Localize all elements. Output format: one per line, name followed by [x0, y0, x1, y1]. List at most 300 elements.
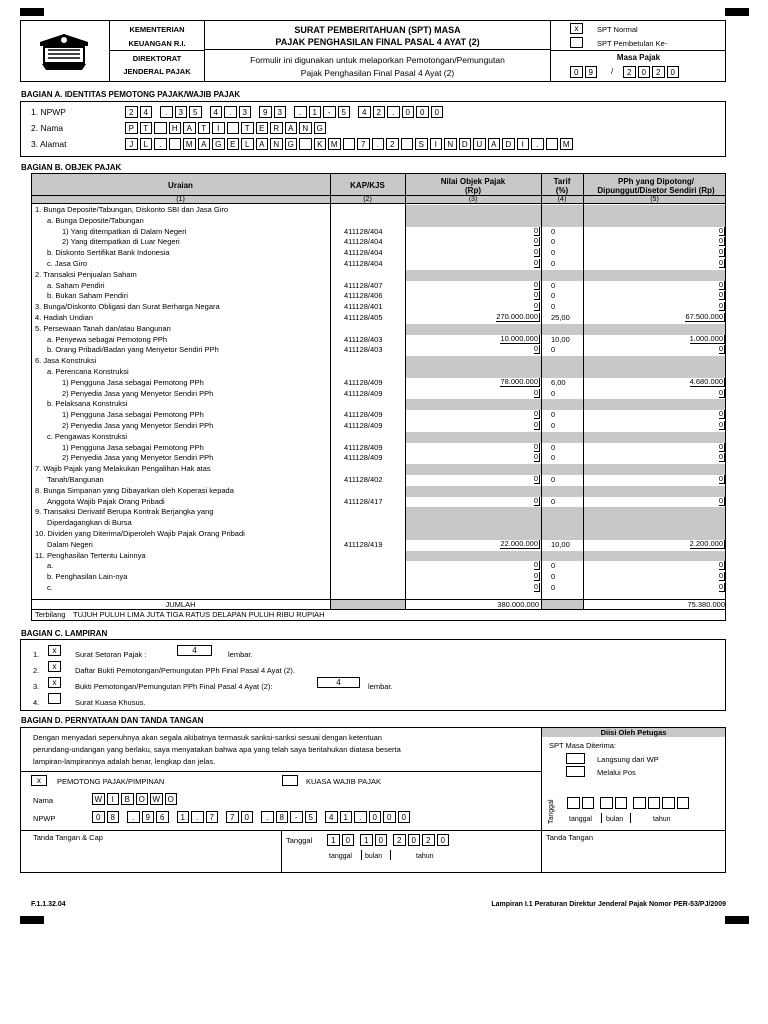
- char-cell: A: [198, 138, 211, 150]
- uraian-cell: 1) Pengguna Jasa sebagai Pemotong PPh: [62, 442, 204, 452]
- char-cell: [546, 138, 559, 150]
- char-cell: [154, 122, 167, 134]
- char-cell: [299, 138, 312, 150]
- table-row: [0, 291, 768, 302]
- nilai-cell[interactable]: 0: [533, 420, 538, 429]
- char-cell: O: [136, 793, 149, 805]
- spt-normal-label: SPT Normal: [597, 25, 638, 34]
- uraian-cell: 2) Yang ditempatkan di Luar Negeri: [62, 237, 180, 247]
- lampiran-checkbox-kuasa[interactable]: [48, 693, 61, 704]
- table-row: [0, 237, 768, 248]
- char-cell: O: [165, 793, 178, 805]
- uraian-cell: 8. Bunga Simpanan yang Dibayarkan oleh Koperasi kepada: [35, 485, 234, 495]
- uraian-cell: 5. Persewaan Tanah dan/atau Bangunan: [35, 323, 171, 333]
- npwp-label: 1. NPWP: [31, 107, 66, 117]
- uraian-cell: a. Bunga Deposite/Tabungan: [47, 215, 144, 225]
- char-cell: 2: [125, 106, 138, 118]
- char-cell: .: [294, 106, 307, 118]
- char-cell: 2: [373, 106, 386, 118]
- kap-cell: 411128/409: [344, 410, 383, 420]
- registration-mark: [20, 8, 44, 16]
- char-cell: R: [270, 122, 283, 134]
- kap-cell: 411128/401: [344, 302, 383, 312]
- table-row: [0, 356, 768, 367]
- table-row: [0, 507, 768, 518]
- uraian-cell: 1) Yang ditempatkan di Dalam Negeri: [62, 226, 187, 236]
- lampiran-checkbox-bukti[interactable]: x: [48, 677, 61, 688]
- registration-mark: [20, 916, 44, 924]
- uraian-cell: a.: [47, 561, 54, 571]
- regulation-reference: Lampiran I.1 Peraturan Direktur Jenderal Pajak Nomor PER-53/PJ/2009: [491, 901, 726, 908]
- col-number: (5): [650, 196, 659, 203]
- form-description: Pajak Penghasilan Final Pasal 4 Ayat (2): [300, 68, 455, 78]
- section-c-title: BAGIAN C. LAMPIRAN: [21, 629, 108, 638]
- table-row: [0, 389, 768, 400]
- section-b-title: BAGIAN B. OBJEK PAJAK: [21, 163, 122, 172]
- tanggal-vertical-label: Tanggal: [548, 799, 555, 824]
- lampiran-no: 2.: [33, 666, 40, 675]
- kuasa-checkbox[interactable]: [282, 775, 298, 786]
- pph-cell[interactable]: 2.200.000: [689, 538, 723, 548]
- uraian-cell: c. Jasa Giro: [47, 259, 88, 268]
- petugas-ttd-label: Tanda Tangan: [546, 833, 593, 842]
- char-cell: .: [261, 811, 274, 823]
- tarif-cell[interactable]: 0: [551, 237, 556, 247]
- lampiran-checkbox-ssp[interactable]: x: [48, 645, 61, 656]
- char-cell: 3: [175, 106, 188, 118]
- char-cell: .: [127, 811, 140, 823]
- table-row: [0, 270, 768, 281]
- table-row: [0, 443, 768, 454]
- lampiran-label: Daftar Bukti Pemotongan/Pemungutan PPh Final Pasal 4 Ayat (2).: [75, 666, 295, 675]
- kap-cell: 411128/404: [344, 226, 383, 236]
- char-cell: N: [270, 138, 283, 150]
- pph-cell[interactable]: 4.680.000: [689, 376, 723, 386]
- table-row: [0, 551, 768, 562]
- kap-cell: 411128/404: [344, 237, 383, 247]
- char-cell: 4: [325, 811, 338, 823]
- char-cell: T: [198, 122, 211, 134]
- registration-mark: [725, 8, 749, 16]
- tarif-cell[interactable]: 0: [551, 421, 556, 430]
- col-header-nilai: Nilai Objek Pajak (Rp): [440, 177, 506, 195]
- pos-label: Melalui Pos: [597, 768, 636, 777]
- nilai-cell[interactable]: 0: [533, 495, 538, 505]
- pph-cell[interactable]: 0: [718, 409, 723, 419]
- npwp-field[interactable]: [125, 106, 445, 118]
- pph-cell[interactable]: 0: [718, 571, 723, 581]
- nama-ttd-field[interactable]: [92, 793, 179, 805]
- char-cell: 0: [416, 106, 429, 118]
- tarif-cell[interactable]: 0: [551, 572, 556, 582]
- kap-cell: 411128/407: [344, 280, 383, 290]
- tarif-cell[interactable]: 0: [551, 410, 556, 420]
- uraian-cell: a. Penyewa sebagai Pemotong PPh: [47, 334, 168, 344]
- petugas-tanggal-field[interactable]: [567, 797, 691, 809]
- uraian-cell: b. Bukan Saham Pendiri: [47, 291, 128, 301]
- kap-cell: 411128/409: [344, 442, 383, 452]
- tarif-cell[interactable]: 0: [551, 345, 556, 355]
- ssp-count-field[interactable]: 4: [177, 645, 212, 656]
- char-cell: D: [459, 138, 472, 150]
- char-cell: 4: [358, 106, 371, 118]
- char-cell: 0: [398, 811, 411, 823]
- statement-text: perundang-undangan yang berlaku, saya menyatakan bahwa apa yang telah saya beritahukan diatasa beserta: [33, 745, 401, 754]
- pph-cell[interactable]: 1.000.000: [689, 333, 723, 343]
- spt-normal-checkbox[interactable]: x: [570, 23, 583, 34]
- char-cell: D: [502, 138, 515, 150]
- table-row: [0, 410, 768, 421]
- nilai-cell[interactable]: 0: [533, 409, 538, 419]
- nilai-cell[interactable]: 0: [533, 387, 538, 397]
- char-cell: A: [183, 122, 196, 134]
- statement-text: lampiran-lampirannya adalah benar, lengkap dan jelas.: [33, 757, 216, 766]
- nilai-cell[interactable]: 270.000.000: [496, 312, 538, 321]
- tarif-cell[interactable]: 0: [551, 583, 556, 592]
- nilai-cell[interactable]: 0: [533, 236, 538, 246]
- lampiran-label: Surat Kuasa Khusus.: [75, 698, 146, 707]
- lampiran-no: 4.: [33, 698, 40, 707]
- bukti-count-field[interactable]: 4: [317, 677, 360, 688]
- char-cell: 0: [431, 106, 444, 118]
- char-cell: W: [150, 793, 163, 805]
- char-cell: 1: [309, 106, 322, 118]
- lampiran-no: 1.: [33, 650, 40, 659]
- pph-cell[interactable]: 0: [718, 344, 723, 354]
- nama-field[interactable]: [125, 122, 328, 134]
- bulan-caption: bulan: [365, 853, 383, 860]
- statement-text: Dengan menyadari sepenuhnya akan segala akibatnya termasuk sanksi-sanksi sesuai dengan ketentuan: [33, 733, 382, 742]
- pph-cell[interactable]: 0: [718, 420, 723, 429]
- terbilang-value: TUJUH PULUH LIMA JUTA TIGA RATUS DELAPAN PULUH RIBU RUPIAH: [73, 610, 325, 619]
- table-row: [0, 248, 768, 259]
- nilai-cell[interactable]: 0: [533, 571, 538, 581]
- tanggal-field[interactable]: 1 0 1 0 2 0 2 0: [327, 834, 451, 846]
- char-cell: 0: [402, 106, 415, 118]
- char-cell: I: [107, 793, 120, 805]
- uraian-cell: 2. Transaksi Penjualan Saham: [35, 269, 137, 279]
- pph-cell[interactable]: 0: [718, 441, 723, 451]
- kuasa-label: KUASA WAJIB PAJAK: [306, 777, 382, 786]
- uraian-cell: b. Penghasilan Lain-nya: [47, 572, 128, 582]
- ttd-cap-label: Tanda Tangan & Cap: [33, 833, 103, 842]
- kap-cell: 411128/409: [344, 421, 383, 430]
- npwp-ttd-label: NPWP: [33, 814, 56, 823]
- char-cell: G: [212, 138, 225, 150]
- nilai-cell[interactable]: 0: [533, 452, 538, 462]
- lampiran-label: Bukti Pemotongan/Pemungutan PPh Final Pasal 4 Ayat (2):: [75, 682, 273, 691]
- uraian-cell: 2) Penyedia Jasa yang Menyetor Sendiri PPh: [62, 388, 214, 398]
- col-number: (1): [176, 196, 185, 203]
- pph-cell[interactable]: 0: [718, 247, 723, 257]
- uraian-cell: 6. Jasa Konstruksi: [35, 356, 97, 366]
- char-cell: 8: [276, 811, 289, 823]
- char-cell: .: [372, 138, 385, 150]
- char-cell: 7: [357, 138, 370, 150]
- pemotong-label: PEMOTONG PAJAK/PIMPINAN: [57, 777, 165, 786]
- jumlah-label: JUMLAH: [165, 600, 196, 609]
- char-cell: 7: [226, 811, 239, 823]
- pemotong-checkbox[interactable]: x: [31, 775, 47, 786]
- spt-diterima-label: SPT Masa Diterima:: [549, 741, 616, 750]
- terbilang-label: Terbilang: [35, 610, 66, 619]
- tarif-cell[interactable]: 0: [551, 388, 556, 398]
- kap-cell: 411128/403: [344, 345, 383, 355]
- char-cell: 8: [107, 811, 120, 823]
- char-cell: 6: [156, 811, 169, 823]
- lembar-label: lembar.: [368, 682, 393, 691]
- pph-cell[interactable]: 0: [718, 495, 723, 505]
- npwp-ttd-field[interactable]: [92, 811, 412, 823]
- pph-cell[interactable]: 0: [718, 225, 723, 235]
- char-cell: U: [473, 138, 486, 150]
- nilai-cell[interactable]: 78.000.000: [500, 376, 538, 386]
- nilai-cell[interactable]: 0: [533, 258, 538, 267]
- tarif-cell[interactable]: 25,00: [551, 313, 570, 322]
- pph-cell[interactable]: 0: [718, 258, 723, 267]
- char-cell: E: [227, 138, 240, 150]
- pph-cell[interactable]: 0: [718, 279, 723, 289]
- kap-cell: 411128/404: [344, 248, 383, 258]
- char-cell: 0: [369, 811, 382, 823]
- char-cell: A: [256, 138, 269, 150]
- form-title: SURAT PEMBERITAHUAN (SPT) MASA: [294, 25, 461, 35]
- kap-cell: 411128/405: [344, 313, 383, 322]
- char-cell: M: [560, 138, 573, 150]
- masa-field[interactable]: 0 9: [570, 66, 599, 78]
- table-row: [0, 453, 768, 464]
- char-cell: .: [154, 138, 167, 150]
- nilai-cell[interactable]: 0: [533, 560, 538, 570]
- kap-cell: 411128/404: [344, 259, 383, 268]
- section-d-title: BAGIAN D. PERNYATAAN DAN TANDA TANGAN: [21, 716, 204, 725]
- uraian-cell: c.: [47, 583, 53, 592]
- uraian-cell: b. Orang Pribadi/Badan yang Menyetor Sendiri PPh: [47, 345, 219, 355]
- tarif-cell[interactable]: 0: [551, 248, 556, 258]
- jumlah-pph: 75.380.000: [687, 600, 725, 609]
- tarif-cell[interactable]: 10,00: [551, 334, 570, 344]
- tanggal-label: Tanggal: [286, 836, 313, 845]
- kap-cell: 411128/417: [344, 496, 383, 506]
- uraian-cell: 1) Pengguna Jasa sebagai Pemotong PPh: [62, 377, 204, 387]
- tarif-cell[interactable]: 10,00: [551, 539, 570, 549]
- char-cell: 1: [340, 811, 353, 823]
- emblem-icon: [36, 30, 92, 72]
- table-row: [0, 518, 768, 529]
- table-row: [0, 399, 768, 410]
- col-number: (3): [468, 196, 478, 203]
- uraian-cell: a. Saham Pendiri: [47, 280, 105, 290]
- lampiran-label: Surat Setoran Pajak :: [75, 650, 147, 659]
- col-header-tarif: Tarif (%): [553, 177, 571, 195]
- table-row: [0, 313, 768, 324]
- char-cell: J: [125, 138, 138, 150]
- nilai-cell[interactable]: 10.000.000: [500, 333, 538, 343]
- char-cell: 2: [386, 138, 399, 150]
- nilai-cell[interactable]: 0: [533, 441, 538, 451]
- table-row: [0, 302, 768, 313]
- nilai-cell[interactable]: 0: [533, 247, 538, 257]
- tarif-cell[interactable]: 0: [551, 442, 556, 452]
- col-number: (2): [363, 196, 372, 203]
- uraian-cell: 2) Penyedia Jasa yang Menyetor Sendiri PPh: [62, 453, 214, 463]
- char-cell: G: [314, 122, 327, 134]
- spt-pembetulan-checkbox[interactable]: [570, 37, 583, 48]
- char-cell: -: [290, 811, 303, 823]
- nilai-cell[interactable]: 0: [533, 279, 538, 289]
- registration-mark: [725, 916, 749, 924]
- table-row: [0, 572, 768, 583]
- uraian-cell: c. Pengawas Konstruksi: [47, 431, 128, 441]
- nilai-cell[interactable]: 0: [533, 344, 538, 354]
- masa-separator: /: [611, 67, 614, 76]
- pph-cell[interactable]: 67.500.000: [685, 312, 723, 321]
- uraian-cell: 9. Transaksi Derivatif Berupa Kontrak Berjangka yang: [35, 507, 214, 517]
- tarif-cell[interactable]: 0: [551, 259, 556, 268]
- char-cell: [343, 138, 356, 150]
- pph-cell[interactable]: 0: [718, 290, 723, 300]
- tarif-cell[interactable]: 6,00: [551, 377, 566, 387]
- ministry-label: KEUANGAN R.I.: [128, 39, 186, 48]
- char-cell: 9: [142, 811, 155, 823]
- char-cell: 0: [92, 811, 105, 823]
- pph-cell[interactable]: 0: [718, 452, 723, 462]
- uraian-cell: Anggota Wajib Pajak Orang Pribadi: [47, 496, 165, 506]
- char-cell: T: [140, 122, 153, 134]
- char-cell: -: [323, 106, 336, 118]
- tarif-cell[interactable]: 0: [551, 302, 556, 312]
- nilai-cell[interactable]: 0: [533, 225, 538, 235]
- alamat-label: 3. Alamat: [31, 139, 67, 149]
- uraian-cell: 11. Penghasilan Tertentu Lainnya: [35, 550, 146, 560]
- pph-cell[interactable]: 0: [718, 387, 723, 397]
- ministry-label: KEMENTERIAN: [129, 25, 185, 34]
- nilai-cell[interactable]: 22.000.000: [500, 538, 538, 548]
- uraian-cell: 1. Bunga Deposite/Tabungan, Diskonto SBI dan Jasa Giro: [35, 205, 229, 214]
- year-field[interactable]: 2 0 2 0: [623, 66, 681, 78]
- directorate-label: JENDERAL PAJAK: [123, 67, 191, 76]
- uraian-cell: 4. Hadiah Undian: [35, 313, 93, 322]
- tarif-cell[interactable]: 0: [551, 280, 556, 290]
- uraian-cell: 3. Bunga/Diskonto Obligasi dan Surat Berharga Negara: [35, 302, 220, 312]
- table-row: [0, 561, 768, 572]
- table-row: [0, 432, 768, 443]
- char-cell: 5: [305, 811, 318, 823]
- jumlah-nilai: 380.000.000: [497, 600, 539, 609]
- char-cell: I: [430, 138, 443, 150]
- char-cell: 7: [206, 811, 219, 823]
- kap-cell: 411128/419: [344, 539, 383, 549]
- uraian-cell: Diperdagangkan di Bursa: [47, 518, 132, 528]
- table-row: [0, 227, 768, 238]
- char-cell: A: [285, 122, 298, 134]
- table-row: [0, 216, 768, 227]
- pos-checkbox[interactable]: [566, 766, 585, 777]
- nama-ttd-label: Nama: [33, 796, 54, 805]
- char-cell: N: [299, 122, 312, 134]
- char-cell: A: [488, 138, 501, 150]
- table-row: [0, 486, 768, 497]
- table-row: [0, 324, 768, 335]
- table-row: [0, 475, 768, 486]
- form-code: F.1.1.32.04: [31, 901, 66, 908]
- col-header-pph: PPh yang Dipotong/ Dipunggut/Disetor Sendiri (Rp): [597, 177, 715, 195]
- pph-cell[interactable]: 0: [718, 560, 723, 570]
- directorate-label: DIREKTORAT: [132, 54, 182, 63]
- char-cell: P: [125, 122, 138, 134]
- char-cell: I: [212, 122, 225, 134]
- pph-cell[interactable]: 0: [718, 236, 723, 246]
- pph-cell[interactable]: 0: [718, 301, 723, 311]
- table-row: [0, 335, 768, 346]
- kap-cell: 411128/409: [344, 388, 383, 398]
- tanggal-caption: tanggal: [569, 816, 592, 823]
- langsung-checkbox[interactable]: [566, 753, 585, 764]
- char-cell: [169, 138, 182, 150]
- char-cell: [401, 138, 414, 150]
- tarif-cell[interactable]: 0: [551, 496, 556, 506]
- alamat-field[interactable]: [125, 138, 575, 150]
- nilai-cell[interactable]: 0: [533, 474, 538, 483]
- bulan-caption: bulan: [606, 816, 624, 823]
- char-cell: .: [160, 106, 173, 118]
- tarif-cell[interactable]: 0: [551, 475, 556, 484]
- char-cell: E: [256, 122, 269, 134]
- char-cell: I: [517, 138, 530, 150]
- uraian-cell: Tanah/Bangunan: [47, 475, 104, 484]
- table-row: [0, 540, 768, 551]
- pph-cell[interactable]: 0: [718, 474, 723, 483]
- char-cell: 0: [241, 811, 254, 823]
- nilai-cell[interactable]: 0: [533, 582, 538, 591]
- tanggal-caption: tanggal: [329, 853, 352, 860]
- char-cell: .: [387, 106, 400, 118]
- tahun-caption: tahun: [416, 853, 434, 860]
- nilai-cell[interactable]: 0: [533, 301, 538, 311]
- tahun-caption: tahun: [653, 816, 671, 823]
- col-header-kap: KAP/KJS: [350, 181, 385, 190]
- char-cell: M: [328, 138, 341, 150]
- char-cell: 3: [274, 106, 287, 118]
- table-row: [0, 281, 768, 292]
- langsung-label: Langsung dari WP: [597, 755, 659, 764]
- table-row: [0, 583, 768, 594]
- tarif-cell[interactable]: 0: [551, 226, 556, 236]
- table-row: [0, 497, 768, 508]
- char-cell: T: [241, 122, 254, 134]
- petugas-title: Diisi Oleh Petugas: [600, 728, 667, 737]
- tarif-cell[interactable]: 0: [551, 291, 556, 301]
- pph-cell[interactable]: 0: [718, 582, 723, 591]
- table-row: [0, 529, 768, 540]
- char-cell: L: [241, 138, 254, 150]
- char-cell: S: [415, 138, 428, 150]
- masa-pajak-label: Masa Pajak: [616, 53, 661, 62]
- char-cell: .: [354, 811, 367, 823]
- uraian-cell: Dalam Negeri: [47, 539, 93, 549]
- lampiran-checkbox-daftar[interactable]: x: [48, 661, 61, 672]
- char-cell: 9: [259, 106, 272, 118]
- char-cell: [227, 122, 240, 134]
- tarif-cell[interactable]: 0: [551, 453, 556, 463]
- uraian-cell: b. Pelaksana Konstruksi: [47, 399, 128, 409]
- table-row: [0, 464, 768, 475]
- uraian-cell: b. Diskonto Sertifikat Bank Indonesia: [47, 248, 170, 258]
- tarif-cell[interactable]: 0: [551, 561, 556, 571]
- char-cell: G: [285, 138, 298, 150]
- char-cell: H: [169, 122, 182, 134]
- nilai-cell[interactable]: 0: [533, 290, 538, 300]
